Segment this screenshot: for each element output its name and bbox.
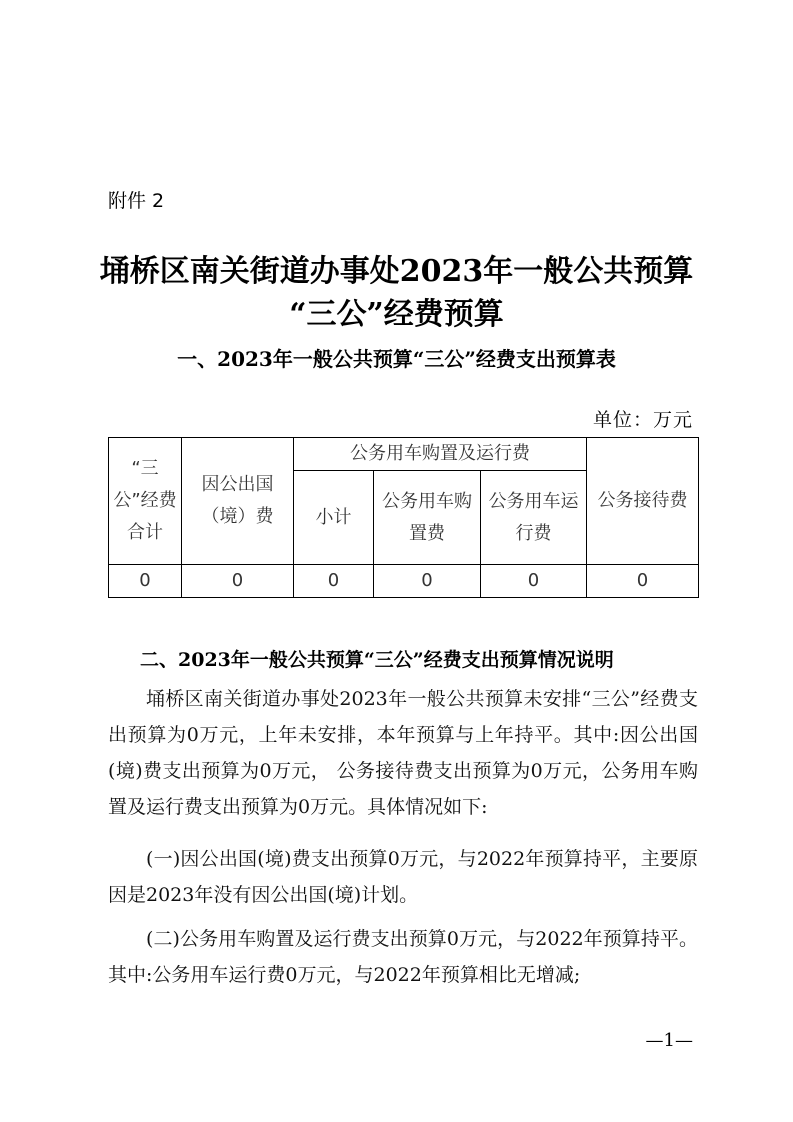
- section2-title: 二、2023年一般公共预算“三公”经费支出预算情况说明: [140, 649, 614, 671]
- header-subtotal: 小计: [294, 471, 374, 565]
- paragraph-vehicle: (二)公务用车购置及运行费支出预算0万元，与2022年预算持平。其中:公务用车运行费0万元，与2022年预算相比无增减;: [108, 928, 698, 986]
- budget-table: [108, 437, 699, 598]
- unit-label: 单位：万元: [592, 409, 693, 431]
- document-title-line2: “三公”经费预算: [289, 297, 504, 332]
- cell-reception: 0: [587, 565, 699, 598]
- attachment-label: 附件 2: [108, 190, 165, 212]
- header-reception: 公务接待费: [587, 438, 699, 565]
- header-operation: 公务用车运行费: [481, 471, 587, 565]
- header-vehicle: 公务用车购置及运行费: [294, 438, 587, 471]
- header-purchase: 公务用车购置费: [374, 471, 481, 565]
- cell-total: 0: [109, 565, 182, 598]
- paragraph-abroad: (一)因公出国(境)费支出预算0万元，与2022年预算持平，主要原因是2023年没有因公出国(境)计划。: [108, 848, 698, 906]
- header-total: “三公”经费合计: [109, 438, 182, 565]
- section1-title: 一、2023年一般公共预算“三公”经费支出预算表: [177, 347, 616, 371]
- cell-subtotal: 0: [294, 565, 374, 598]
- cell-purchase: 0: [374, 565, 481, 598]
- cell-operation: 0: [481, 565, 587, 598]
- table-row: [109, 565, 699, 598]
- cell-abroad: 0: [182, 565, 294, 598]
- paragraph-summary: 埇桥区南关街道办事处2023年一般公共预算未安排“三公”经费支出预算为0万元，上年未安排，本年预算与上年持平。其中:因公出国(境)费支出预算为0万元， 公务接待费支出预算为0万元，公务用车购置及运行费支出预算为0万元。具体情况如下:: [108, 688, 698, 818]
- page-number: —1—: [645, 1030, 693, 1051]
- document-title-line1: 埇桥区南关街道办事处2023年一般公共预算: [99, 254, 694, 289]
- header-abroad: 因公出国（境）费: [182, 438, 294, 565]
